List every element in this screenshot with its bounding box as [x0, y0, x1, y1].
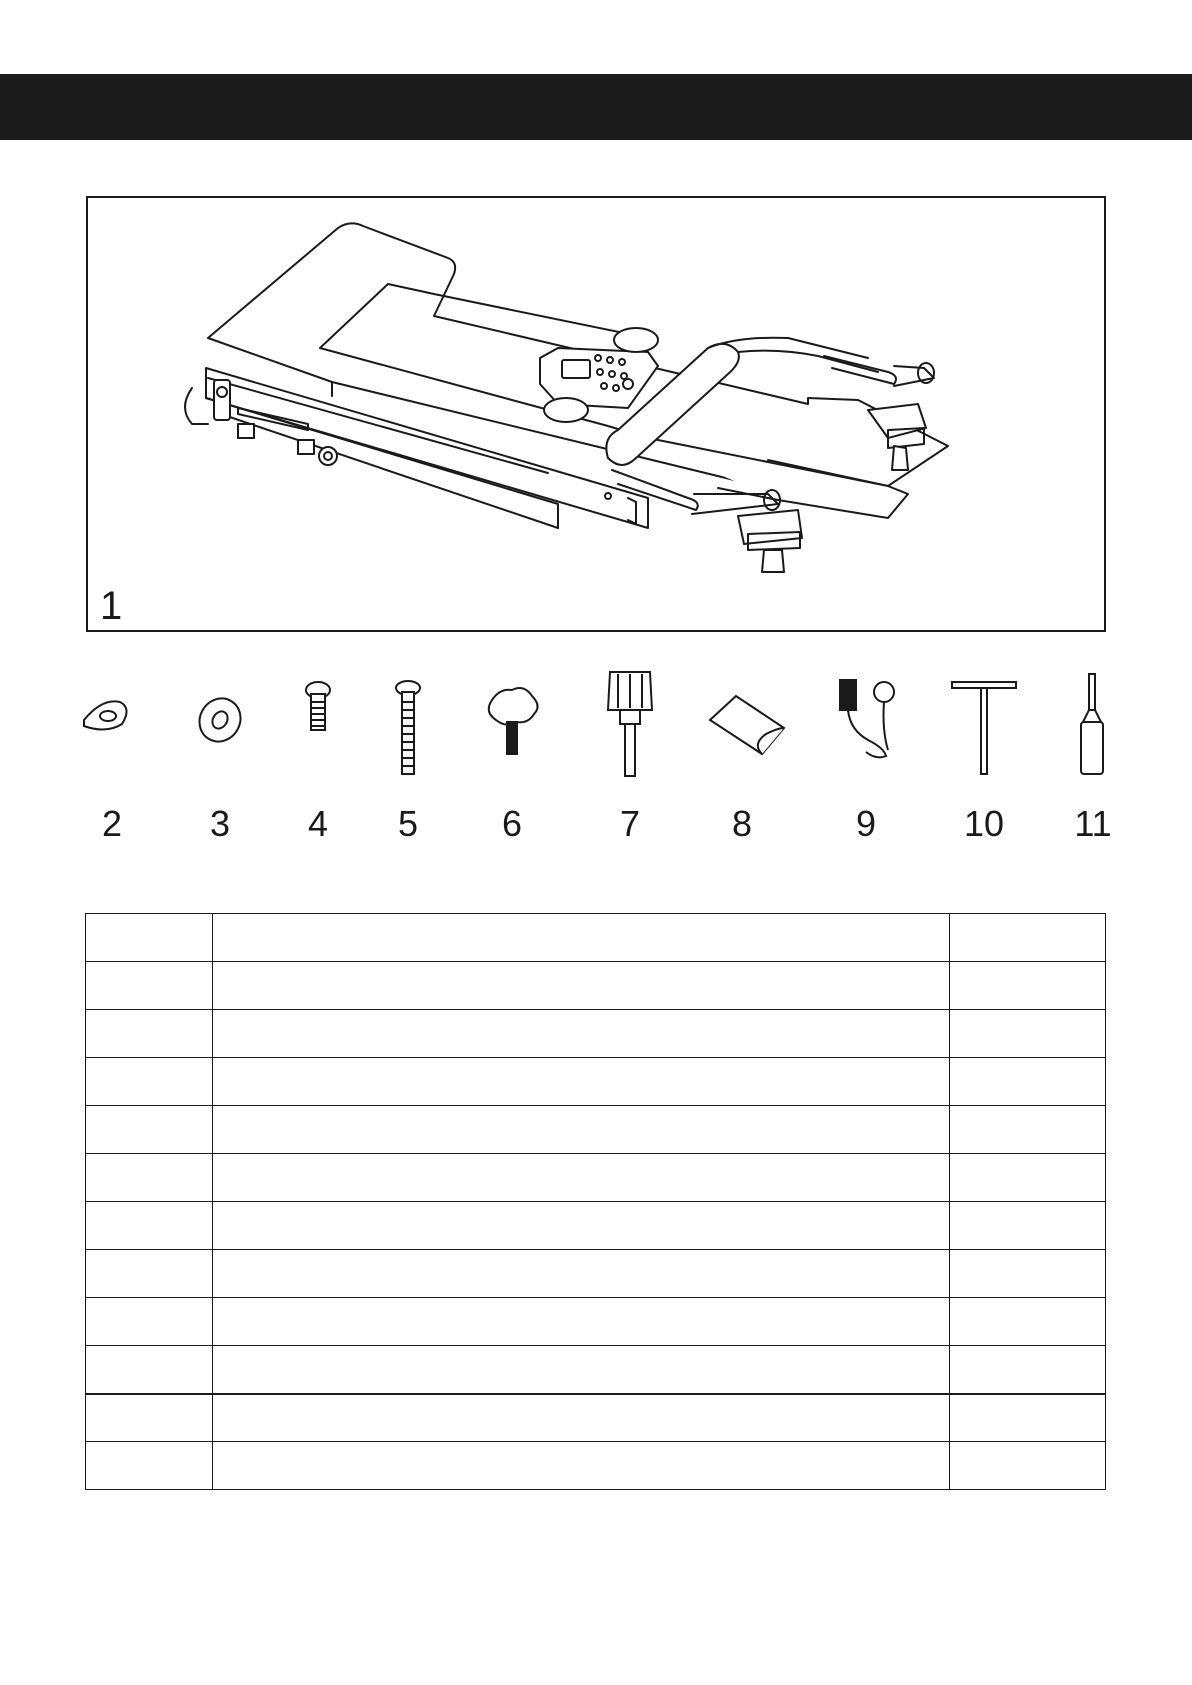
parts-table: [85, 913, 1106, 1490]
figure-number: 1: [100, 584, 123, 628]
table-cell: [950, 1010, 1106, 1058]
parts-row: [0, 660, 1192, 850]
table-cell: [950, 914, 1106, 962]
table-row: [86, 962, 1106, 1010]
table-cell: [213, 1154, 950, 1202]
oil-bottle-icon: [1043, 660, 1143, 800]
table-cell: [950, 1394, 1106, 1442]
table-cell: [950, 1106, 1106, 1154]
washer-icon: [170, 660, 270, 800]
table-cell: [86, 1298, 213, 1346]
table-row: [86, 1394, 1106, 1442]
table-row: [86, 1058, 1106, 1106]
part-item: [462, 660, 562, 850]
table-cell: [86, 1442, 213, 1490]
table-cell: [950, 1298, 1106, 1346]
table-cell: [213, 1202, 950, 1250]
part-item: [358, 660, 458, 850]
table-row: [86, 1298, 1106, 1346]
table-cell: [213, 1058, 950, 1106]
table-cell: [213, 1442, 950, 1490]
table-row: [86, 1346, 1106, 1394]
table-cell: [213, 962, 950, 1010]
treadmill-icon: [88, 198, 1104, 630]
part-number: 8: [731, 803, 753, 844]
part-number: 9: [855, 803, 877, 844]
table-row: [86, 1106, 1106, 1154]
table-cell: [950, 1250, 1106, 1298]
part-item: [170, 660, 270, 850]
table-cell: [213, 914, 950, 962]
table-cell: [86, 1106, 213, 1154]
table-cell: [213, 1010, 950, 1058]
treadmill-figure: [86, 196, 1106, 632]
table-cell: [86, 1346, 213, 1394]
long-bolt-icon: [358, 660, 458, 800]
table-cell: [213, 1250, 950, 1298]
table-cell: [86, 1010, 213, 1058]
table-cell: [86, 1154, 213, 1202]
table-cell: [213, 1346, 950, 1394]
table-cell: [86, 1394, 213, 1442]
table-row: [86, 1154, 1106, 1202]
part-number: 2: [101, 803, 123, 844]
part-item: [1043, 660, 1143, 850]
table-row: [86, 1010, 1106, 1058]
table-row: [86, 914, 1106, 962]
table-cell: [213, 1106, 950, 1154]
part-number: 5: [397, 803, 419, 844]
table-cell: [86, 1058, 213, 1106]
table-row: [86, 1202, 1106, 1250]
part-item: [62, 660, 162, 850]
table-cell: [86, 1250, 213, 1298]
part-number: 7: [619, 803, 641, 844]
part-number: 6: [501, 803, 523, 844]
part-number: 10: [963, 803, 1005, 844]
part-item: [580, 660, 680, 850]
part-item: [268, 660, 368, 850]
table-cell: [950, 1058, 1106, 1106]
part-item: [816, 660, 916, 850]
table-cell: [950, 1154, 1106, 1202]
part-number: 11: [1074, 803, 1112, 844]
table-cell: [950, 962, 1106, 1010]
table-row: [86, 1250, 1106, 1298]
table-cell: [86, 1202, 213, 1250]
table-cell: [86, 914, 213, 962]
table-cell: [213, 1394, 950, 1442]
part-item: [692, 660, 792, 850]
short-bolt-icon: [268, 660, 368, 800]
table-cell: [86, 962, 213, 1010]
triangular-spacer-icon: [62, 660, 162, 800]
table-cell: [950, 1202, 1106, 1250]
table-cell: [213, 1298, 950, 1346]
part-number: 4: [307, 803, 329, 844]
part-number: 3: [209, 803, 231, 844]
table-cell: [950, 1346, 1106, 1394]
star-knob-icon: [462, 660, 562, 800]
knob-pin-icon: [580, 660, 680, 800]
table-cell: [950, 1442, 1106, 1490]
header-bar: [0, 74, 1192, 140]
foam-sleeve-icon: [692, 660, 792, 800]
safety-key-icon: [816, 660, 916, 800]
part-item: [934, 660, 1034, 850]
table-row: [86, 1442, 1106, 1490]
t-wrench-icon: [934, 660, 1034, 800]
